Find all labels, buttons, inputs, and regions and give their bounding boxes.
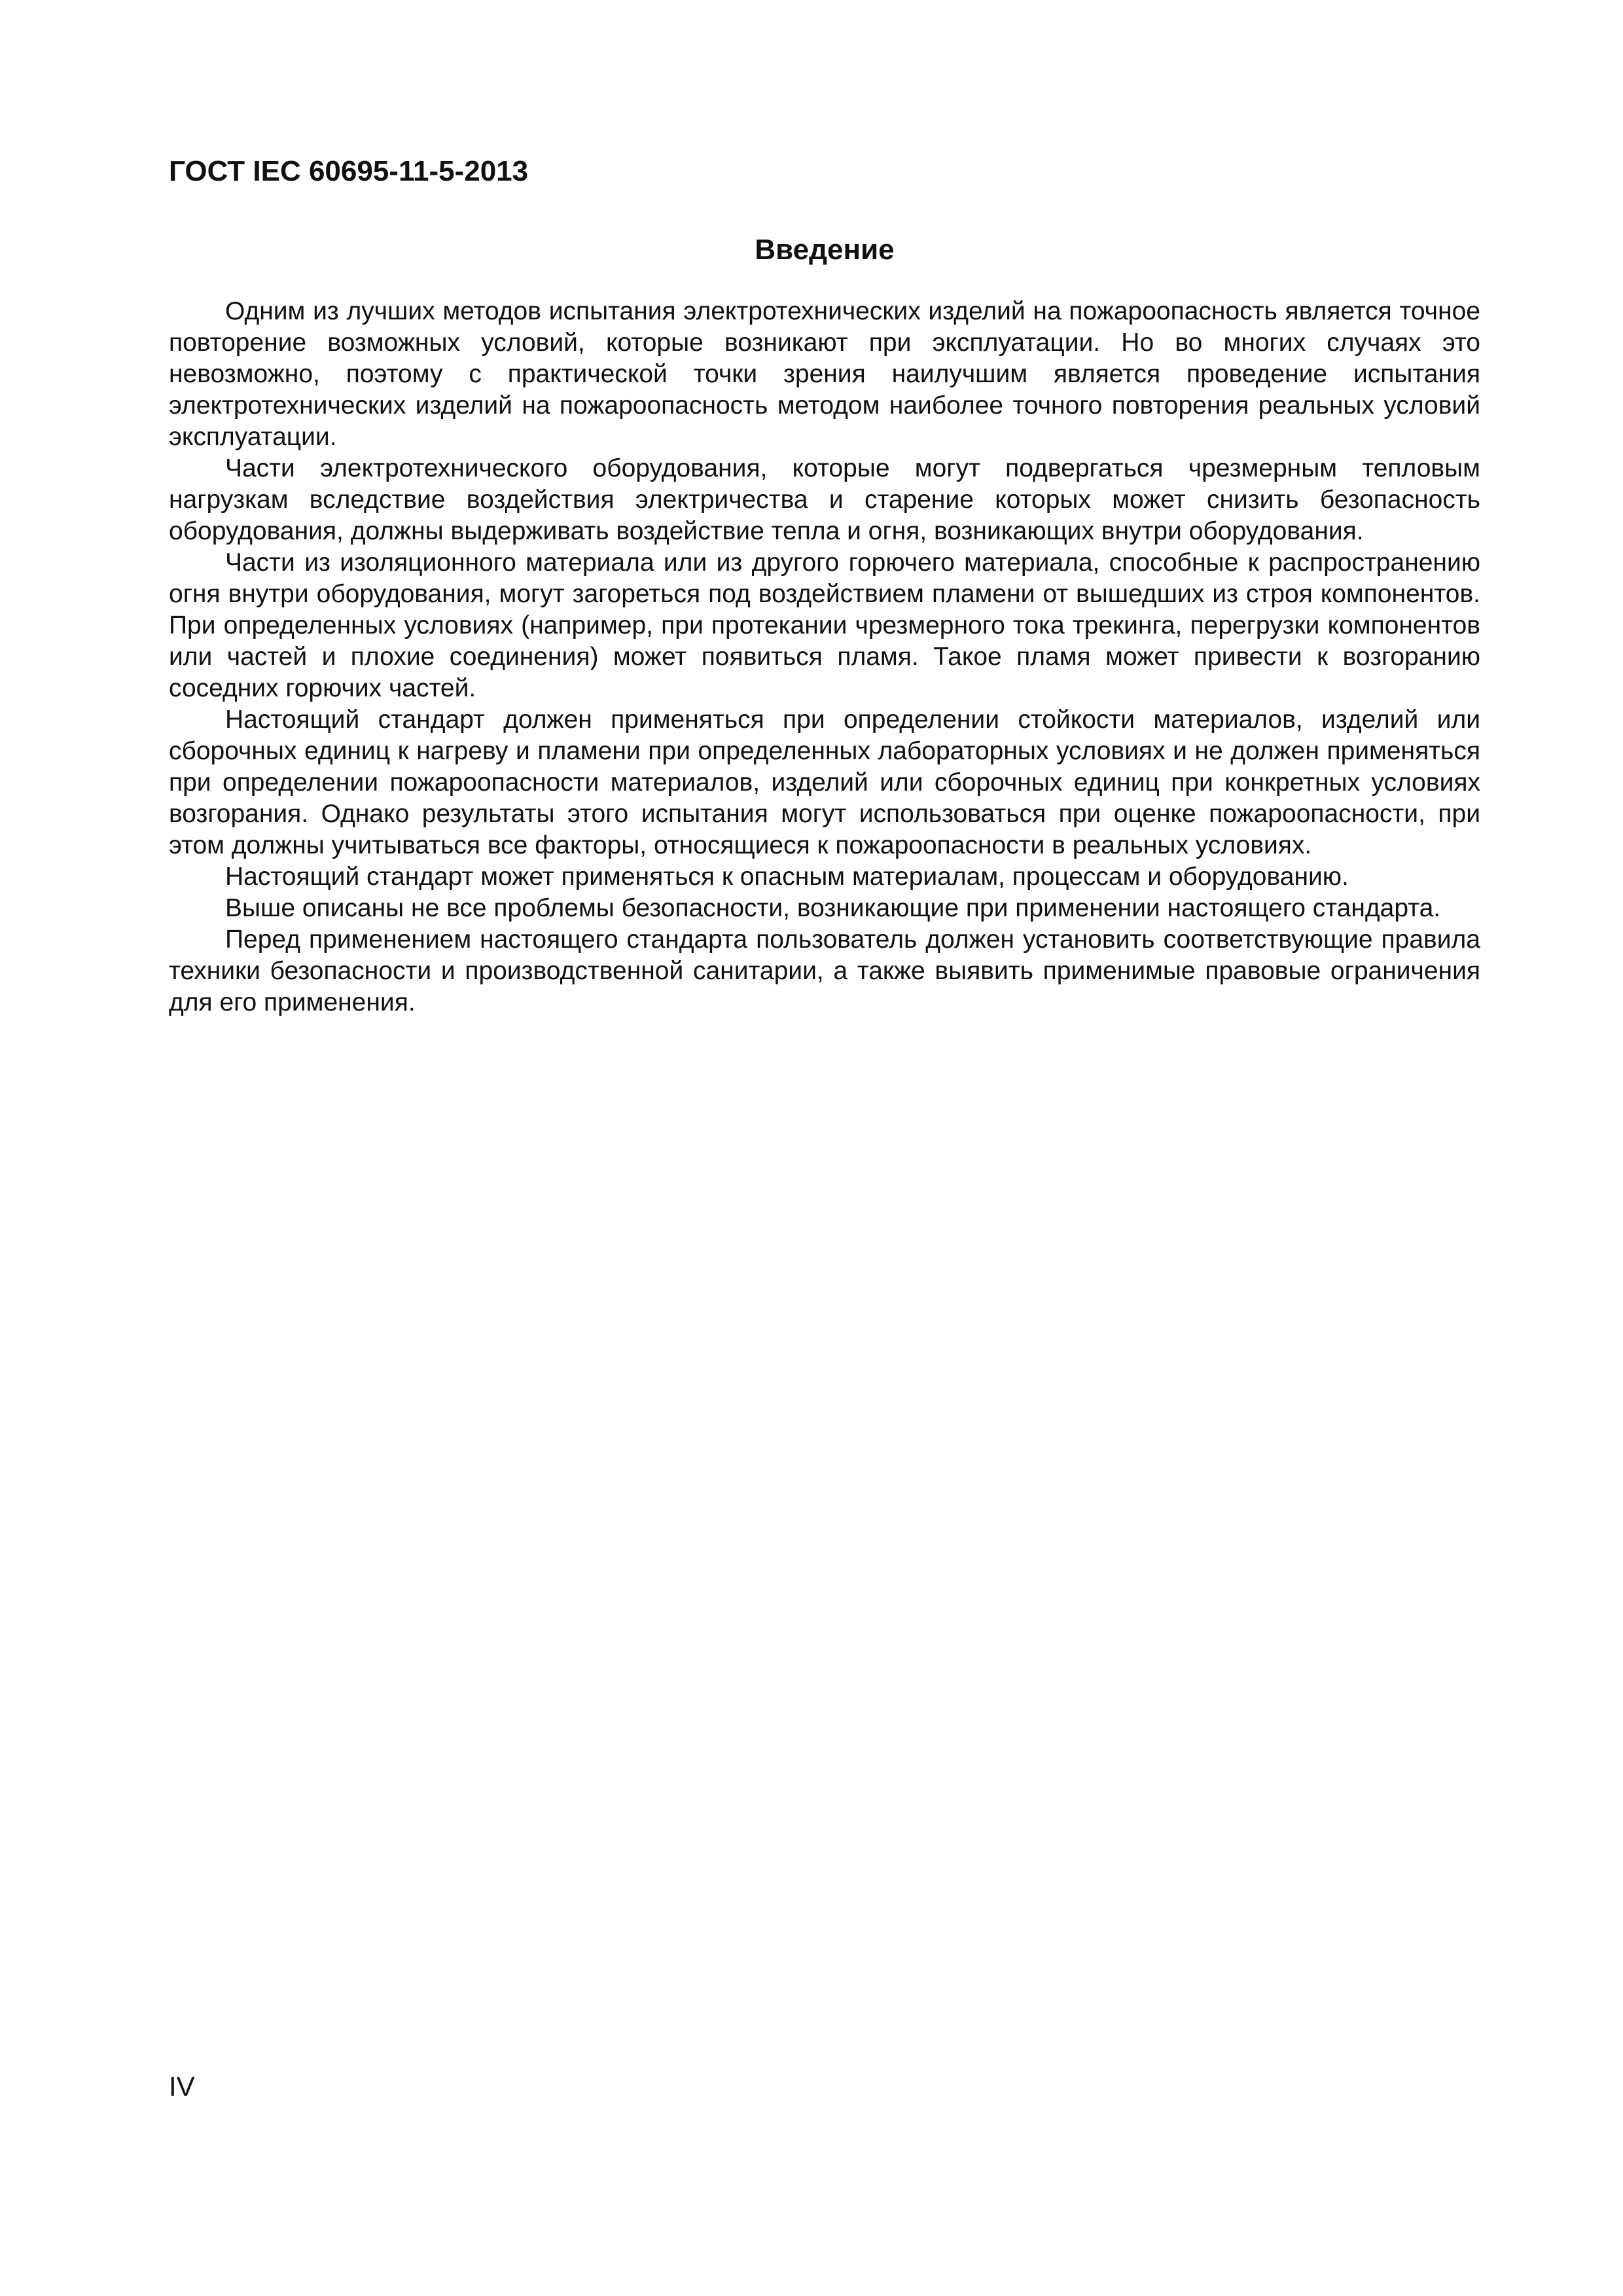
paragraph: Перед применением настоящего стандарта пользователь должен установить соответствующие правила техники безопасности и производственной санитарии, а также выявить применимые правовые ограничения для его применения.: [169, 925, 1480, 1016]
paragraph: Выше описаны не все проблемы безопасности, возникающие при применении настоящего стандарта.: [225, 894, 1441, 922]
paragraph: Настоящий стандарт должен применяться при определении стойкости материалов, изделий или сборочных единиц к нагреву и пламени при определенных лабораторных условиях и не должен применяться при определении пожароопасности материалов, изделий или сборочных единиц при конкретных условиях возгорания. Однако результаты этого испытания могут использоваться при оценке пожароопасности, при этом должны учитываться все факторы, относящиеся к пожароопасности в реальных условиях.: [169, 706, 1480, 859]
section-title: Введение: [755, 234, 895, 266]
paragraph: Части из изоляционного материала или из другого горючего материала, способные к распространению огня внутри оборудования, могут загореться под воздействием пламени от вышедших из строя компонентов. При определенных условиях (например, при протекании чрезмерного тока трекинга, перегрузки компонентов или частей и плохие соединения) может появиться пламя. Такое пламя может привести к возгоранию соседних горючих частей.: [169, 548, 1480, 702]
paragraph: Части электротехнического оборудования, которые могут подвергаться чрезмерным тепловым нагрузкам вследствие воздействия электричества и старение которых может снизить безопасность оборудования, должны выдерживать воздействие тепла и огня, возникающих внутри оборудования.: [169, 454, 1480, 545]
paragraph: Настоящий стандарт может применяться к опасным материалам, процессам и оборудованию.: [225, 863, 1349, 891]
page-number: IV: [169, 2071, 195, 2102]
document-code-header: ГОСТ IEC 60695-11-5-2013: [169, 155, 529, 187]
body-text: [169, 296, 1480, 1018]
paragraph: Одним из лучших методов испытания электротехнических изделий на пожароопасность является точное повторение возможных условий, которые возникают при эксплуатации. Но во многих случаях это невозможно, поэтому с практической точки зрения наилучшим является проведение испытания электротехнических изделий на пожароопасность методом наиболее точного повторения реальных условий эксплуатации.: [169, 297, 1480, 451]
